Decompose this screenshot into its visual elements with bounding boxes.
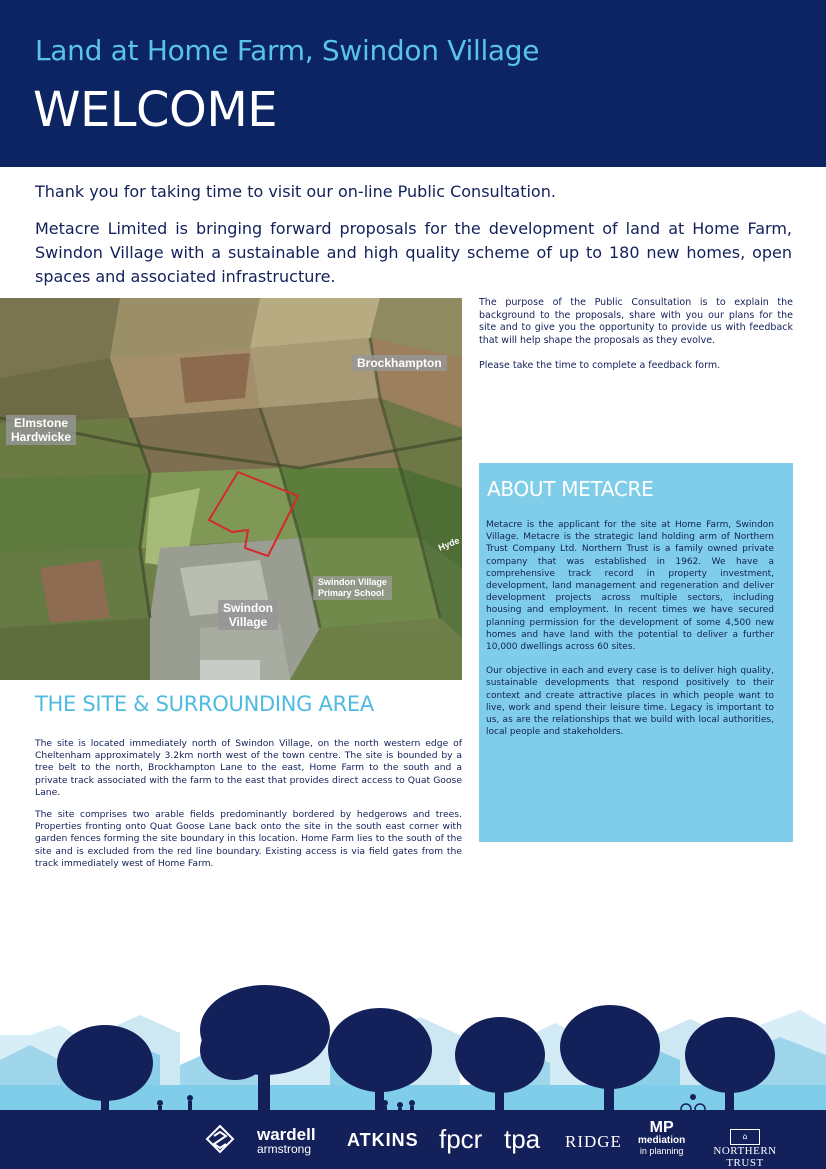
about-heading: ABOUT METACRE (487, 477, 654, 501)
aerial-site-map (0, 298, 462, 680)
ridge-logo: RIDGE (565, 1132, 622, 1151)
map-label-village-line1: Swindon (223, 601, 273, 615)
wardell-armstrong-logo (257, 1125, 316, 1156)
site-body (35, 738, 462, 880)
mp-logo-text: MP (649, 1119, 674, 1136)
northern-trust-text: NORTHERN TRUST (713, 1145, 777, 1169)
map-label-swindon-village (218, 600, 278, 630)
map-label-elmstone (6, 415, 76, 445)
about-paragraph-1: Metacre is the applicant for the site at Home Farm, Swindon Village. Metacre is the strategic land holding arm of Northern Trust Company Ltd. Northern Trust is a family owned private company that was established in 1962. We have a comprehensive track record in property investment, development, land management and regeneration and deliver development projects across multiple sectors, including housing and employment. In recent times we have secured planning permission for the development of some 4,500 new homes and have land with the potential to deliver a further 10,000 dwellings across 60 sites. (486, 520, 774, 653)
site-paragraph-1: The site is located immediately north of Swindon Village, on the north western edge of Cheltenham approximately 3.2km north west of the town centre. The site is bounded by a tree belt to the north, Brockhampton Lane to the east, Home Farm to the south and a private track associated with the farm to the east that provides direct access to Quat Goose Lane. (35, 738, 462, 798)
mp-planning-text: in planning (639, 1146, 684, 1156)
map-label-school-line1: Swindon Village (318, 577, 387, 587)
page-title: WELCOME (33, 82, 278, 138)
armstrong-logo-text: armstrong (257, 1142, 312, 1156)
map-label-elmstone-line2: Hardwicke (11, 430, 72, 444)
map-label-school (313, 576, 392, 600)
map-label-hyde: Hyde (436, 535, 461, 553)
consultation-paragraph-1: The purpose of the Public Consultation is to explain the background to the proposals, share with you our plans for the site and to give you the opportunity to provide us with feedback that will help shape the proposals as they evolve. (479, 297, 793, 347)
map-label-village-line2: Village (228, 615, 268, 629)
site-paragraph-2: The site comprises two arable fields predominantly bordered by hedgerows and trees. Properties fronting onto Quat Goose Lane back onto the site in the south east corner with garden fences forming the site boundary in this location. Home Farm lies to the south of the site and is excluded from the red line boundary. Existing access is via field gates from the track immediately west of Home Farm. (35, 809, 462, 869)
map-label-elmstone-line1: Elmstone (14, 416, 69, 430)
consultation-paragraph-2: Please take the time to complete a feedback form. (479, 359, 721, 371)
wardell-logo-text: wardell (257, 1125, 316, 1144)
intro-proposal: Metacre Limited is bringing forward proposals for the development of land at Home Farm, Swindon Village with a sustainable and high quality scheme of up to 180 new homes, open spaces and associated infrastructure. (35, 219, 792, 286)
tpa-logo: tpa (504, 1124, 541, 1154)
partner-logos (195, 1119, 795, 1169)
mp-mediation-text: mediation (638, 1135, 686, 1146)
site-heading: THE SITE & SURROUNDING AREA (35, 692, 374, 716)
fpcr-logo: fpcr (439, 1124, 483, 1154)
header-banner (0, 0, 826, 167)
page-subtitle: Land at Home Farm, Swindon Village (35, 34, 540, 67)
about-paragraph-2: Our objective in each and every case is to deliver high quality, sustainable developments that respond positively to their context and create attractive places in which people want to live, work and spend their leisure time. Legacy is important to us, as are the relationships that we build with local authorities, local people and stakeholders. (486, 666, 774, 738)
map-label-brockhampton: Brockhampton (352, 355, 447, 371)
northern-trust-logo (705, 1124, 785, 1169)
map-label-school-line2: Primary School (318, 588, 385, 598)
about-metacre-panel (479, 463, 793, 842)
metacre-logo-icon (205, 1124, 235, 1154)
intro-thanks: Thank you for taking time to visit our on-line Public Consultation. (35, 182, 556, 201)
atkins-logo: ATKINS (347, 1130, 419, 1150)
mediation-in-planning-logo (638, 1120, 685, 1156)
consultation-text (479, 297, 793, 385)
about-body (486, 519, 774, 750)
northern-trust-crest-icon: ⌂ (730, 1129, 760, 1145)
